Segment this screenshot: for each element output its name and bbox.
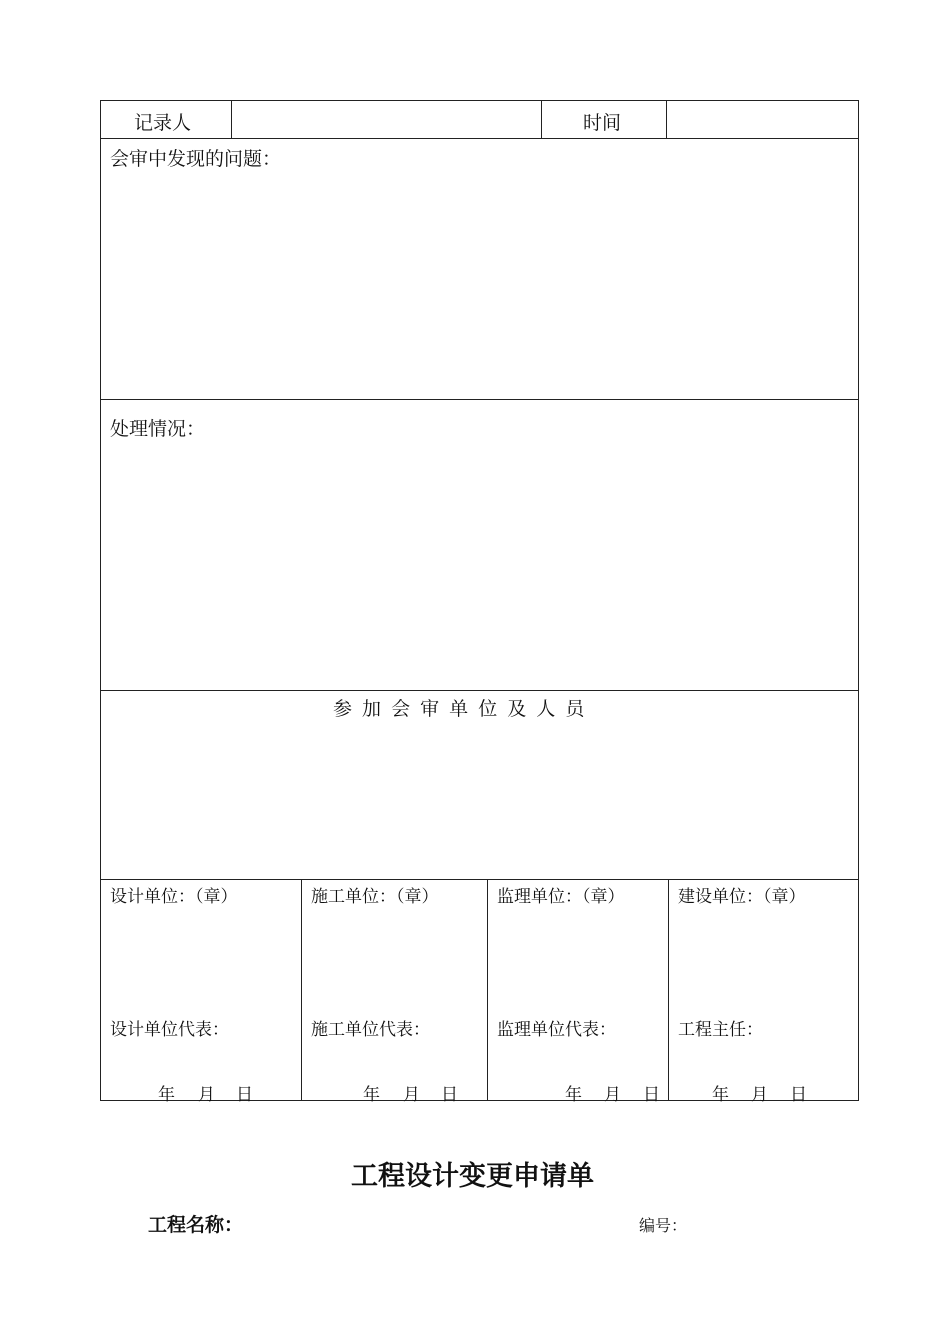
design-date-year: 年	[158, 1085, 175, 1105]
handling-label: 处理情况：	[110, 418, 206, 440]
construction-date-day: 日	[441, 1085, 458, 1105]
construction-date-month: 月	[403, 1085, 420, 1105]
row-divider-issues	[100, 399, 859, 400]
construction-unit-label: 施工单位：（章）	[311, 887, 439, 907]
supervision-date-year: 年	[565, 1085, 582, 1105]
owner-date-day: 日	[790, 1085, 807, 1105]
change-request-title: 工程设计变更申请单	[351, 1161, 594, 1192]
construction-rep-label: 施工单位代表：	[311, 1020, 430, 1040]
table-border-left	[100, 100, 101, 1101]
header-col-divider-2	[541, 100, 542, 139]
number-label: 编号：	[639, 1216, 688, 1235]
row-divider-header	[100, 138, 859, 139]
supervision-unit-label: 监理单位：（章）	[497, 887, 625, 907]
time-value[interactable]	[675, 108, 850, 132]
participants-title: 参 加 会 审 单 位 及 人 员	[333, 698, 587, 720]
header-col-divider-3	[666, 100, 667, 139]
table-border-right	[858, 100, 859, 1101]
design-rep-label: 设计单位代表：	[110, 1020, 229, 1040]
recorder-value[interactable]	[240, 108, 535, 132]
design-date-month: 月	[198, 1085, 215, 1105]
unit-col-divider-3	[668, 879, 669, 1101]
header-col-divider-1	[231, 100, 232, 139]
row-divider-handling	[100, 690, 859, 691]
supervision-date-month: 月	[604, 1085, 621, 1105]
supervision-rep-label: 监理单位代表：	[497, 1020, 616, 1040]
supervision-date-day: 日	[643, 1085, 660, 1105]
construction-date-year: 年	[363, 1085, 380, 1105]
unit-col-divider-1	[301, 879, 302, 1101]
issues-label: 会审中发现的问题：	[110, 148, 282, 170]
owner-date-year: 年	[712, 1085, 729, 1105]
project-director-label: 工程主任：	[678, 1020, 763, 1040]
owner-date-month: 月	[751, 1085, 768, 1105]
design-unit-label: 设计单位：（章）	[110, 887, 238, 907]
design-date-day: 日	[236, 1085, 253, 1105]
owner-unit-label: 建设单位：（章）	[678, 887, 806, 907]
time-label: 时间	[583, 112, 622, 134]
row-divider-participants	[100, 879, 859, 880]
unit-col-divider-2	[487, 879, 488, 1101]
recorder-label: 记录人	[134, 112, 192, 134]
project-name-label: 工程名称：	[148, 1214, 244, 1236]
table-border-top	[100, 100, 859, 101]
